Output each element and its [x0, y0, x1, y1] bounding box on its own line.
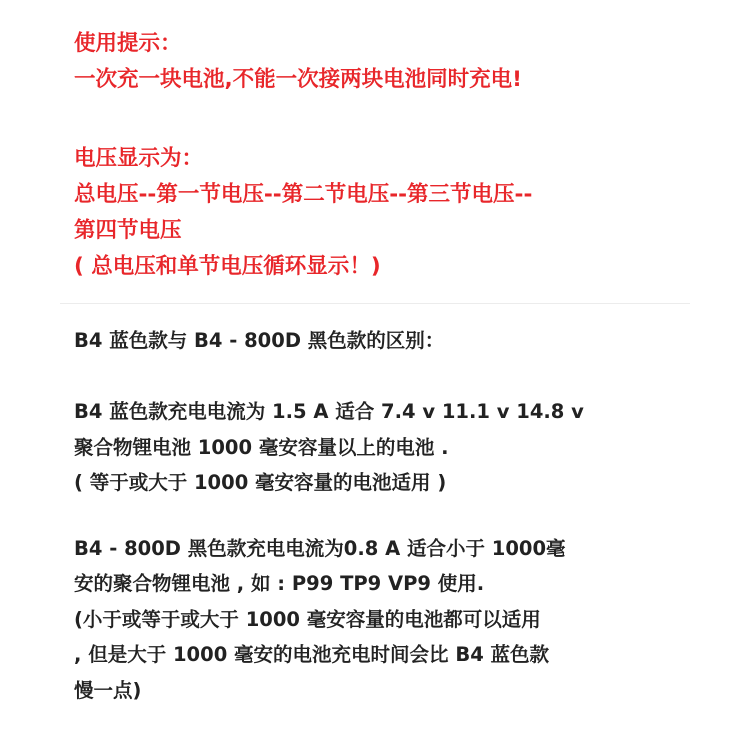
section-divider — [60, 303, 690, 304]
notice-title: 使用提示： — [74, 31, 182, 56]
voltage-display-sequence-cont: 第四节电压 — [74, 218, 182, 243]
black-model-current: B4 - 800D 黑色款充电电流为0.8 A 适合小于 1000毫 — [74, 536, 566, 560]
model-comparison — [74, 323, 734, 708]
voltage-display-cycle-note: ( 总电压和单节电压循环显示！) — [74, 254, 381, 279]
black-model-charge-time-note-end: 慢一点) — [74, 678, 142, 702]
usage-notice — [74, 26, 724, 285]
black-model-charge-time-note: , 但是大于 1000 毫安的电池充电时间会比 B4 蓝色款 — [74, 643, 550, 666]
notice-spacer — [74, 98, 724, 141]
blue-model-current: B4 蓝色款充电电流为 1.5 A 适合 7.4 v 11.1 v 14.8 v — [74, 400, 584, 423]
comparison-heading: B4 蓝色款与 B4 - 800D 黑色款的区别： — [74, 329, 445, 352]
notice-one-battery-warning: 一次充一块电池,不能一次接两块电池同时充电! — [74, 67, 522, 92]
black-model-applicability: (小于或等于或大于 1000 毫安容量的电池都可以适用 — [74, 607, 541, 631]
voltage-display-sequence: 总电压--第一节电压--第二节电压--第三节电压-- — [74, 182, 533, 207]
voltage-display-title: 电压显示为： — [74, 146, 204, 171]
comparison-spacer — [74, 359, 734, 395]
blue-model-battery-type: 聚合物锂电池 1000 毫安容量以上的电池 . — [74, 435, 449, 459]
black-model-battery-type: 安的聚合物锂电池 , 如 : P99 TP9 VP9 使用. — [74, 572, 485, 595]
model-spacer — [74, 501, 734, 531]
blue-model-applicability: ( 等于或大于 1000 毫安容量的电池适用 ) — [74, 471, 447, 494]
